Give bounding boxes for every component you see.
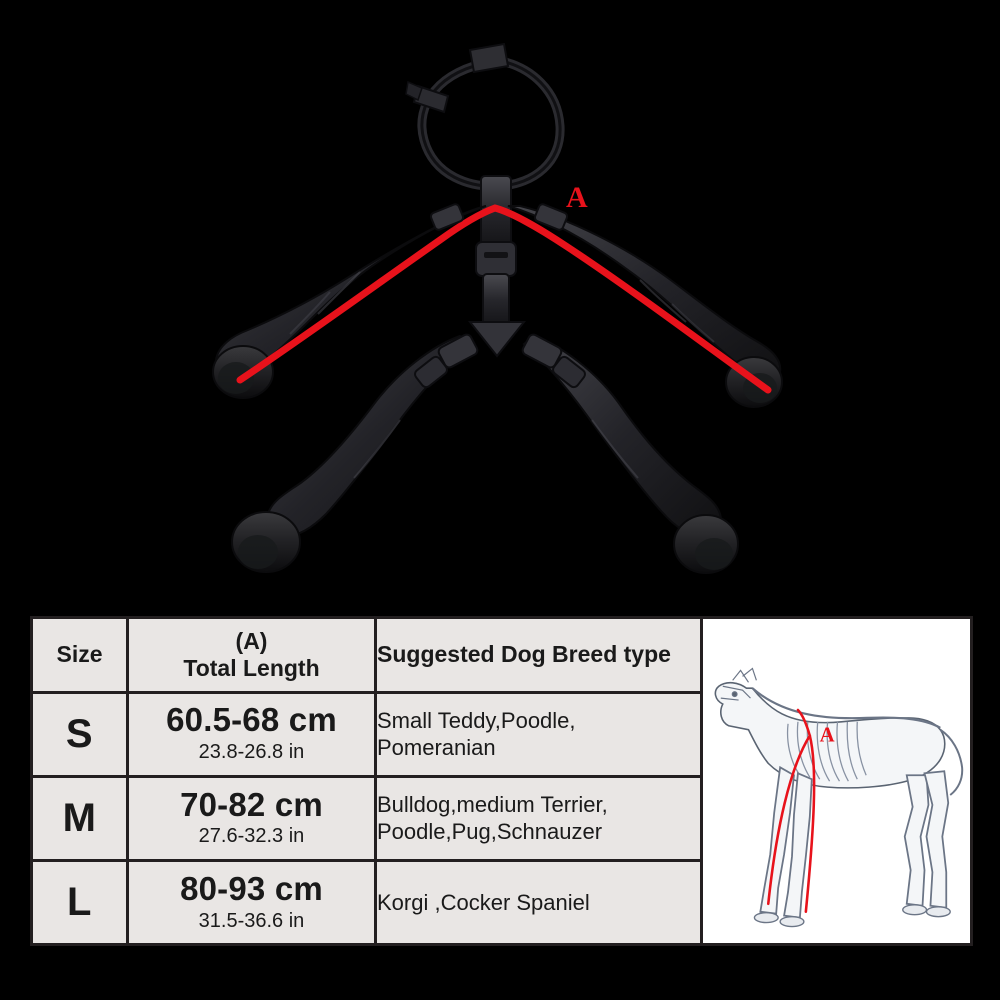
neck-loop bbox=[406, 44, 560, 186]
dog-diagram-cell bbox=[702, 618, 972, 945]
row-length-m bbox=[128, 776, 376, 860]
header-length-line1: (A) bbox=[235, 627, 268, 654]
row-breed-m: Bulldog,medium Terrier, Poodle,Pug,Schnauzer bbox=[376, 776, 702, 860]
row-size-m: M bbox=[32, 776, 128, 860]
diagram-label-a: A bbox=[819, 724, 835, 747]
table-header-row bbox=[32, 618, 972, 693]
header-size: Size bbox=[32, 618, 128, 693]
length-in-s: 23.8-26.8 in bbox=[198, 741, 305, 764]
row-size-l: L bbox=[32, 861, 128, 945]
row-length-l bbox=[128, 861, 376, 945]
measurement-label-a: A bbox=[566, 181, 588, 214]
header-breed: Suggested Dog Breed type bbox=[376, 618, 702, 693]
length-in-m: 27.6-32.3 in bbox=[198, 825, 305, 848]
row-length-s bbox=[128, 692, 376, 776]
dog-skeleton-diagram bbox=[703, 619, 970, 943]
length-cm-l: 80-93 cm bbox=[180, 869, 323, 907]
row-breed-l: Korgi ,Cocker Spaniel bbox=[376, 861, 702, 945]
header-length-line2: Total Length bbox=[183, 654, 320, 681]
center-strap bbox=[470, 176, 524, 356]
size-chart-table bbox=[30, 616, 973, 946]
length-in-l: 31.5-36.6 in bbox=[198, 909, 305, 932]
length-cm-s: 60.5-68 cm bbox=[166, 701, 337, 739]
header-total-length bbox=[128, 618, 376, 693]
row-size-s: S bbox=[32, 692, 128, 776]
length-cm-m: 70-82 cm bbox=[180, 785, 323, 823]
row-breed-s: Small Teddy,Poodle, Pomeranian bbox=[376, 692, 702, 776]
